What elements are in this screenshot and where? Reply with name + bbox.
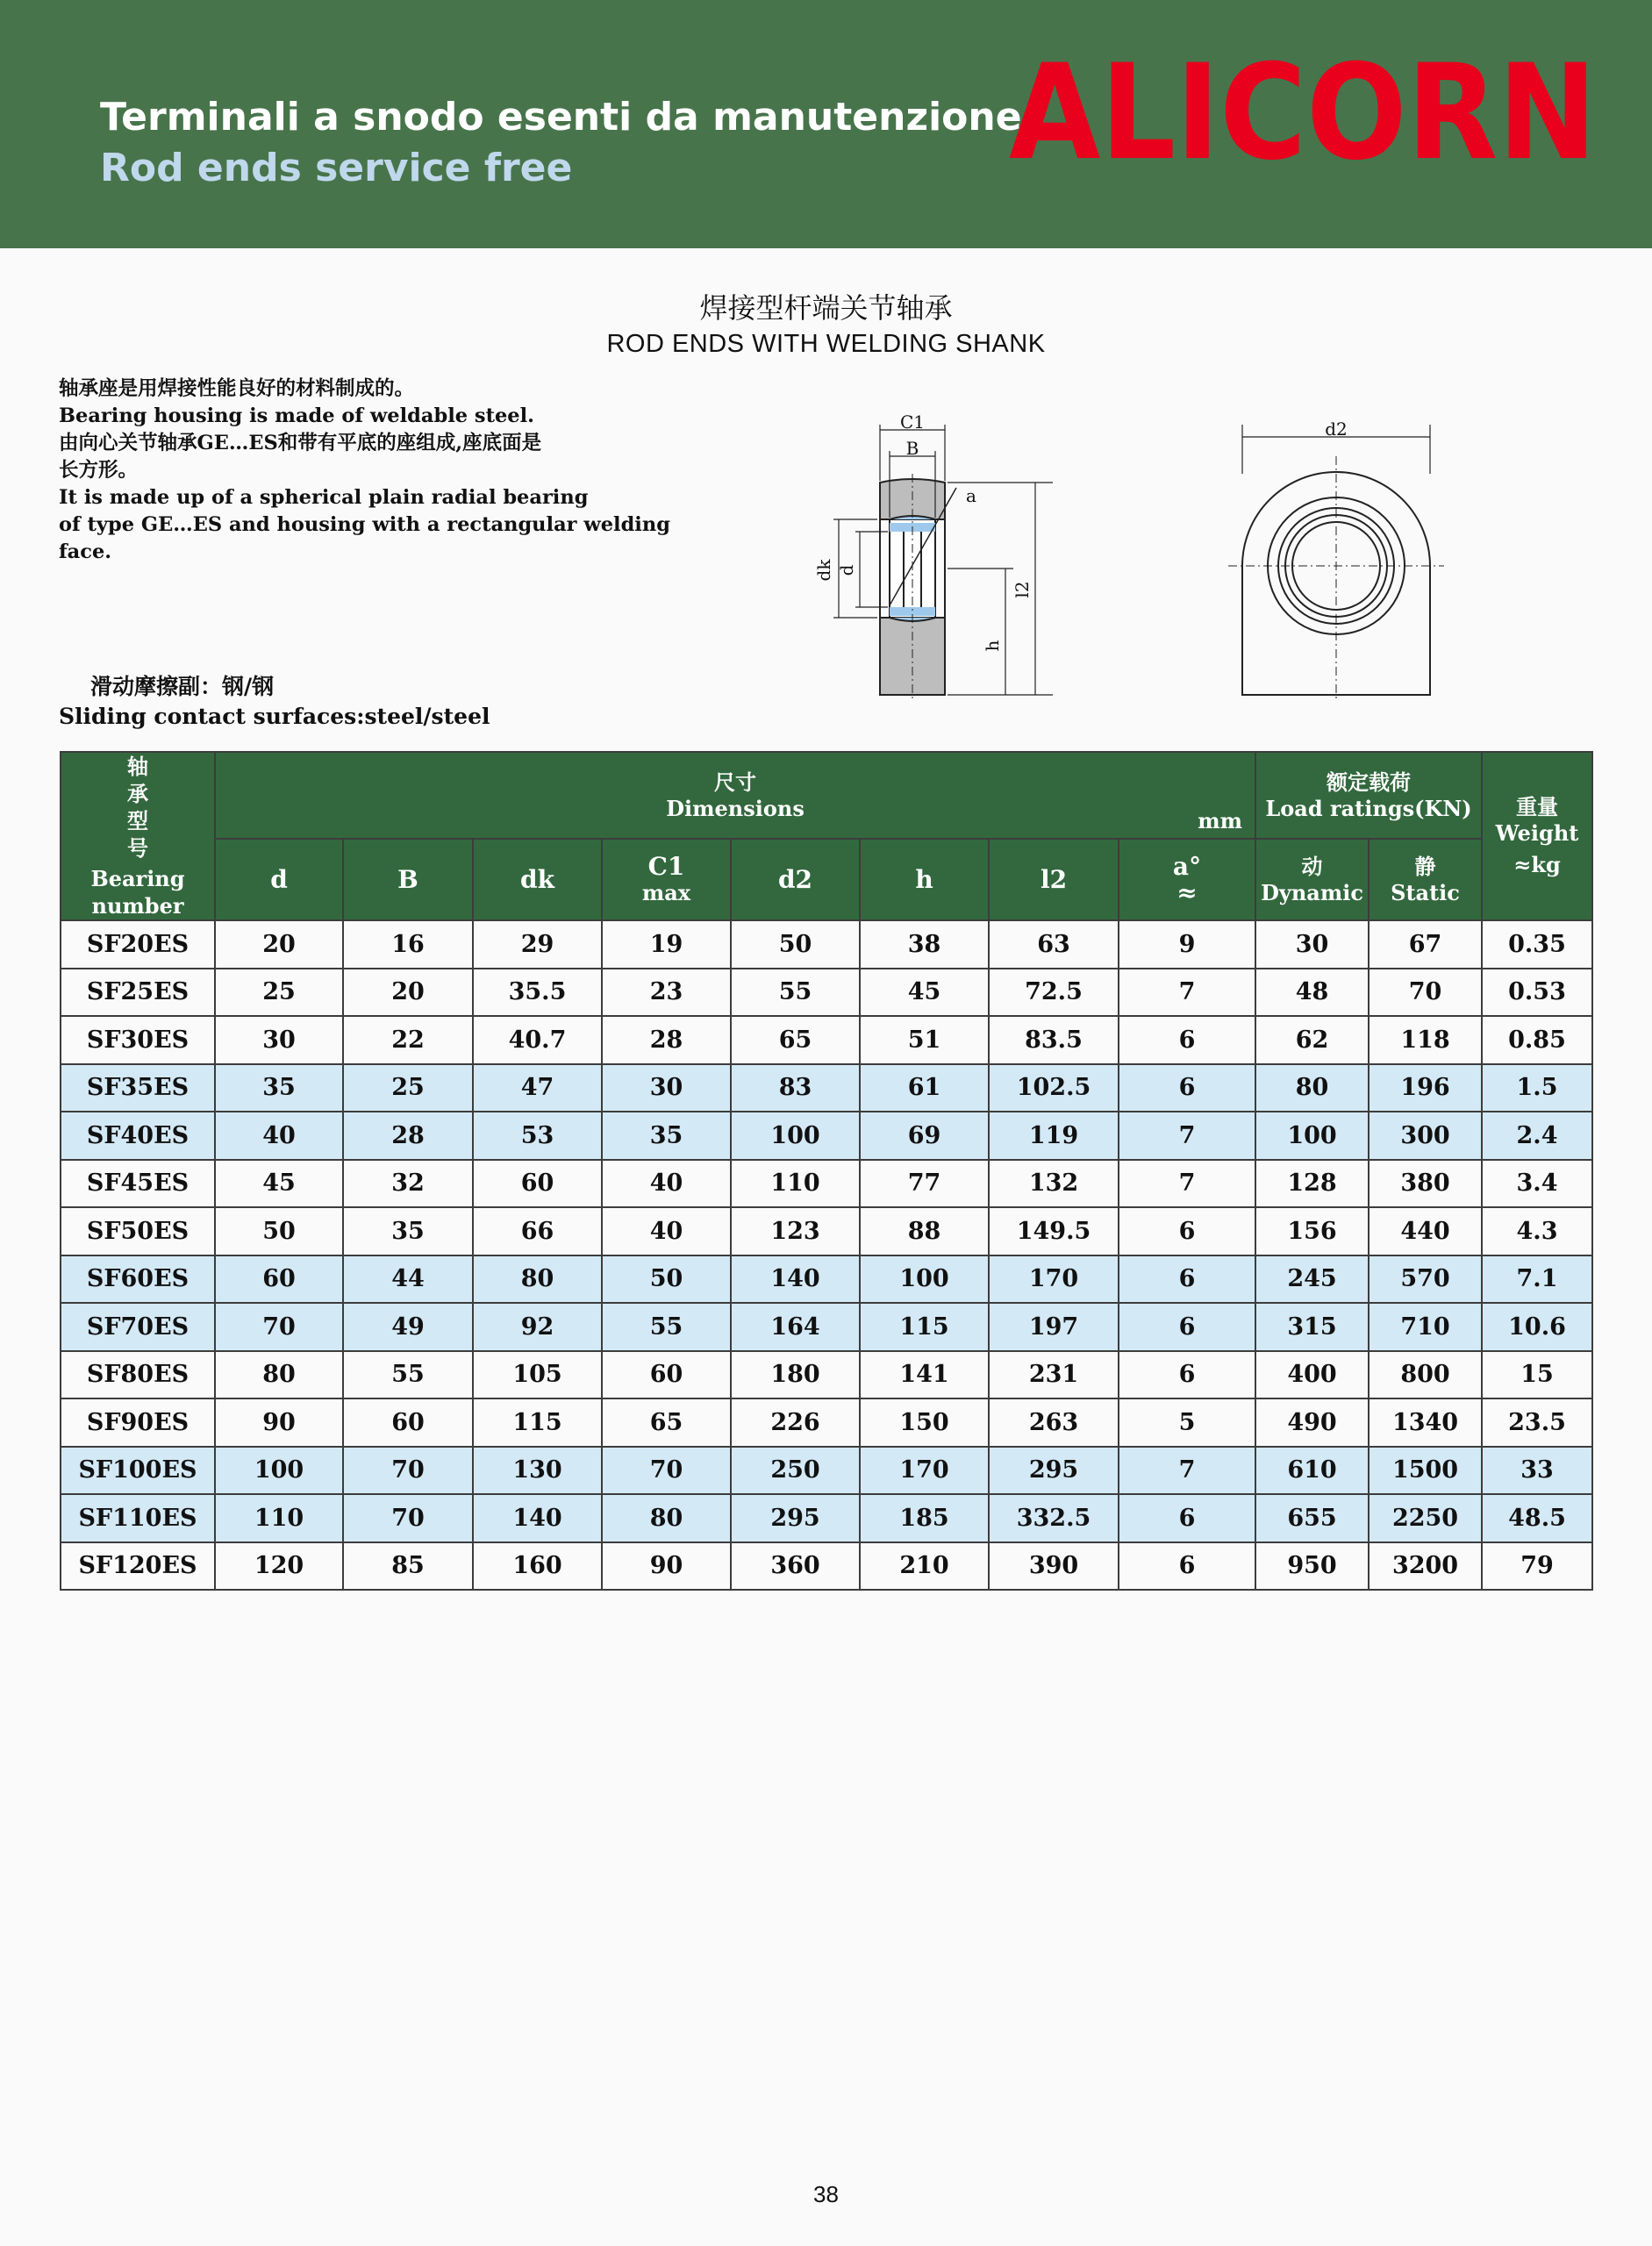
table-cell: 7 <box>1119 969 1255 1017</box>
description-line: of type GE…ES and housing with a rectangular welding <box>59 513 670 536</box>
table-cell: 48 <box>1255 969 1369 1017</box>
table-cell: 100 <box>215 1447 343 1495</box>
col-header-c1: C1 max <box>602 839 731 920</box>
table-cell: 70 <box>1369 969 1482 1017</box>
rod-end-side-view-diagram <box>790 404 1070 702</box>
bearing-number-cell: SF35ES <box>61 1064 215 1112</box>
table-cell: 50 <box>215 1207 343 1255</box>
table-cell: 570 <box>1369 1255 1482 1304</box>
col-header-h: h <box>860 839 989 920</box>
table-cell: 150 <box>860 1398 989 1447</box>
table-cell: 197 <box>989 1303 1119 1351</box>
table-row <box>61 1016 1592 1064</box>
table-cell: 196 <box>1369 1064 1482 1112</box>
bearing-number-cell: SF45ES <box>61 1160 215 1208</box>
table-cell: 23.5 <box>1482 1398 1592 1447</box>
table-cell: 164 <box>731 1303 860 1351</box>
description-line: face. <box>59 540 112 563</box>
table-cell: 710 <box>1369 1303 1482 1351</box>
table-cell: 80 <box>473 1255 602 1304</box>
bearing-number-cell: SF60ES <box>61 1255 215 1304</box>
table-cell: 0.85 <box>1482 1016 1592 1064</box>
table-cell: 69 <box>860 1112 989 1160</box>
load-ratings-header: 额定载荷 Load ratings(KN) <box>1255 752 1482 839</box>
table-cell: 149.5 <box>989 1207 1119 1255</box>
header-banner <box>0 0 1652 248</box>
svg-text:h: h <box>982 640 1003 652</box>
table-cell: 40.7 <box>473 1016 602 1064</box>
table-cell: 123 <box>731 1207 860 1255</box>
table-row <box>61 1351 1592 1399</box>
table-row <box>61 1207 1592 1255</box>
bearing-number-cell: SF20ES <box>61 920 215 969</box>
table-cell: 60 <box>602 1351 731 1399</box>
description <box>59 376 673 566</box>
table-cell: 25 <box>343 1064 473 1112</box>
table-cell: 90 <box>602 1542 731 1591</box>
table-cell: 40 <box>602 1160 731 1208</box>
table-cell: 22 <box>343 1016 473 1064</box>
table-cell: 70 <box>602 1447 731 1495</box>
table-cell: 295 <box>731 1494 860 1542</box>
table-cell: 62 <box>1255 1016 1369 1064</box>
col-header-l2: l2 <box>989 839 1119 920</box>
table-cell: 100 <box>860 1255 989 1304</box>
dimensions-header: 尺寸 Dimensions mm <box>215 752 1255 839</box>
table-cell: 47 <box>473 1064 602 1112</box>
section-title-zh: 焊接型杆端关节轴承 <box>699 291 953 325</box>
table-cell: 610 <box>1255 1447 1369 1495</box>
table-cell: 70 <box>343 1447 473 1495</box>
table-cell: 80 <box>1255 1064 1369 1112</box>
table-row <box>61 1494 1592 1542</box>
table-cell: 55 <box>602 1303 731 1351</box>
table-cell: 7 <box>1119 1112 1255 1160</box>
table-cell: 226 <box>731 1398 860 1447</box>
table-cell: 1340 <box>1369 1398 1482 1447</box>
table-cell: 35 <box>343 1207 473 1255</box>
table-cell: 128 <box>1255 1160 1369 1208</box>
table-cell: 180 <box>731 1351 860 1399</box>
table-row <box>61 1064 1592 1112</box>
table-cell: 390 <box>989 1542 1119 1591</box>
table-cell: 7 <box>1119 1447 1255 1495</box>
table-cell: 0.53 <box>1482 969 1592 1017</box>
table-cell: 25 <box>215 969 343 1017</box>
bearing-number-cell: SF30ES <box>61 1016 215 1064</box>
table-cell: 20 <box>343 969 473 1017</box>
table-cell: 263 <box>989 1398 1119 1447</box>
table-row <box>61 969 1592 1017</box>
table-cell: 30 <box>602 1064 731 1112</box>
table-cell: 83.5 <box>989 1016 1119 1064</box>
table-cell: 6 <box>1119 1542 1255 1591</box>
specification-table <box>60 751 1593 1591</box>
table-cell: 160 <box>473 1542 602 1591</box>
header-title-en: Rod ends service free <box>100 146 573 190</box>
table-cell: 110 <box>731 1160 860 1208</box>
table-cell: 490 <box>1255 1398 1369 1447</box>
table-cell: 4.3 <box>1482 1207 1592 1255</box>
bearing-number-cell: SF70ES <box>61 1303 215 1351</box>
svg-text:l2: l2 <box>1012 581 1033 598</box>
description-line: 由向心关节轴承GE…ES和带有平底的座组成,座底面是 <box>59 432 542 454</box>
bearing-number-cell: SF90ES <box>61 1398 215 1447</box>
table-cell: 360 <box>731 1542 860 1591</box>
svg-text:d2: d2 <box>1325 418 1348 440</box>
table-cell: 170 <box>860 1447 989 1495</box>
col-header-static: 静 Static <box>1369 839 1482 920</box>
table-cell: 400 <box>1255 1351 1369 1399</box>
table-cell: 120 <box>215 1542 343 1591</box>
table-cell: 92 <box>473 1303 602 1351</box>
table-cell: 35 <box>215 1064 343 1112</box>
col-header-dk: dk <box>473 839 602 920</box>
col-header-a: a° ≈ <box>1119 839 1255 920</box>
table-cell: 0.35 <box>1482 920 1592 969</box>
table-cell: 140 <box>473 1494 602 1542</box>
table-cell: 2.4 <box>1482 1112 1592 1160</box>
units-label: mm <box>1198 808 1243 834</box>
header-title-it: Terminali a snodo esenti da manutenzione <box>100 95 1022 139</box>
table-cell: 35 <box>602 1112 731 1160</box>
table-cell: 3.4 <box>1482 1160 1592 1208</box>
table-cell: 130 <box>473 1447 602 1495</box>
table-cell: 77 <box>860 1160 989 1208</box>
table-cell: 102.5 <box>989 1064 1119 1112</box>
table-cell: 28 <box>343 1112 473 1160</box>
table-cell: 30 <box>215 1016 343 1064</box>
bearing-number-cell: SF40ES <box>61 1112 215 1160</box>
svg-text:dk: dk <box>813 559 834 582</box>
table-cell: 19 <box>602 920 731 969</box>
table-cell: 29 <box>473 920 602 969</box>
table-row <box>61 1398 1592 1447</box>
rod-end-front-view-diagram <box>1219 404 1456 702</box>
table-cell: 53 <box>473 1112 602 1160</box>
table-cell: 950 <box>1255 1542 1369 1591</box>
table-cell: 38 <box>860 920 989 969</box>
table-cell: 6 <box>1119 1255 1255 1304</box>
table-cell: 100 <box>731 1112 860 1160</box>
table-row <box>61 1112 1592 1160</box>
col-header-d2: d2 <box>731 839 860 920</box>
table-cell: 6 <box>1119 1351 1255 1399</box>
table-cell: 118 <box>1369 1016 1482 1064</box>
table-cell: 655 <box>1255 1494 1369 1542</box>
table-cell: 40 <box>602 1207 731 1255</box>
svg-text:a: a <box>966 485 976 506</box>
table-cell: 63 <box>989 920 1119 969</box>
table-cell: 28 <box>602 1016 731 1064</box>
table-cell: 20 <box>215 920 343 969</box>
table-cell: 83 <box>731 1064 860 1112</box>
alicorn-logo <box>1007 60 1599 163</box>
table-cell: 79 <box>1482 1542 1592 1591</box>
table-cell: 170 <box>989 1255 1119 1304</box>
sliding-contact-zh: 滑动摩擦副：钢/钢 <box>90 674 275 699</box>
table-cell: 6 <box>1119 1303 1255 1351</box>
table-cell: 90 <box>215 1398 343 1447</box>
table-cell: 110 <box>215 1494 343 1542</box>
table-cell: 6 <box>1119 1016 1255 1064</box>
table-cell: 6 <box>1119 1064 1255 1112</box>
table-cell: 44 <box>343 1255 473 1304</box>
table-cell: 80 <box>215 1351 343 1399</box>
table-row <box>61 1255 1592 1304</box>
table-cell: 105 <box>473 1351 602 1399</box>
table-cell: 51 <box>860 1016 989 1064</box>
description-line: 长方形。 <box>59 459 139 482</box>
table-cell: 72.5 <box>989 969 1119 1017</box>
table-cell: 231 <box>989 1351 1119 1399</box>
description-line: It is made up of a spherical plain radial bearing <box>59 486 589 509</box>
table-cell: 60 <box>343 1398 473 1447</box>
table-row <box>61 920 1592 969</box>
table-cell: 1500 <box>1369 1447 1482 1495</box>
table-cell: 35.5 <box>473 969 602 1017</box>
table-cell: 300 <box>1369 1112 1482 1160</box>
svg-text:B: B <box>905 438 919 459</box>
table-cell: 5 <box>1119 1398 1255 1447</box>
table-cell: 40 <box>215 1112 343 1160</box>
table-cell: 50 <box>731 920 860 969</box>
table-cell: 6 <box>1119 1207 1255 1255</box>
table-cell: 250 <box>731 1447 860 1495</box>
table-cell: 315 <box>1255 1303 1369 1351</box>
table-cell: 132 <box>989 1160 1119 1208</box>
table-cell: 60 <box>215 1255 343 1304</box>
table-cell: 67 <box>1369 920 1482 969</box>
col-header-d: d <box>215 839 343 920</box>
table-cell: 141 <box>860 1351 989 1399</box>
table-row <box>61 1542 1592 1591</box>
svg-text:C1: C1 <box>899 411 926 433</box>
specification-table-body <box>61 920 1592 1590</box>
bearing-number-cell: SF50ES <box>61 1207 215 1255</box>
description-line: Bearing housing is made of weldable steel. <box>59 404 534 427</box>
table-cell: 800 <box>1369 1351 1482 1399</box>
table-cell: 60 <box>473 1160 602 1208</box>
table-cell: 7.1 <box>1482 1255 1592 1304</box>
table-row <box>61 1447 1592 1495</box>
table-cell: 185 <box>860 1494 989 1542</box>
section-title-en: ROD ENDS WITH WELDING SHANK <box>606 330 1046 358</box>
table-cell: 115 <box>473 1398 602 1447</box>
sliding-contact-en: Sliding contact surfaces:steel/steel <box>59 704 490 729</box>
table-cell: 140 <box>731 1255 860 1304</box>
table-cell: 9 <box>1119 920 1255 969</box>
table-cell: 2250 <box>1369 1494 1482 1542</box>
table-cell: 3200 <box>1369 1542 1482 1591</box>
table-cell: 66 <box>473 1207 602 1255</box>
weight-header: 重量 Weight ≈kg <box>1482 752 1592 920</box>
table-cell: 10.6 <box>1482 1303 1592 1351</box>
col-header-b: B <box>343 839 473 920</box>
table-cell: 70 <box>215 1303 343 1351</box>
table-cell: 88 <box>860 1207 989 1255</box>
table-cell: 55 <box>343 1351 473 1399</box>
bearing-number-cell: SF25ES <box>61 969 215 1017</box>
bearing-number-cell: SF110ES <box>61 1494 215 1542</box>
bearing-number-cell: SF120ES <box>61 1542 215 1591</box>
table-cell: 380 <box>1369 1160 1482 1208</box>
table-cell: 16 <box>343 920 473 969</box>
table-cell: 100 <box>1255 1112 1369 1160</box>
table-cell: 30 <box>1255 920 1369 969</box>
table-cell: 85 <box>343 1542 473 1591</box>
page-number: 38 <box>813 2181 839 2207</box>
svg-text:ALICORN: ALICORN <box>1009 60 1597 163</box>
table-row <box>61 1160 1592 1208</box>
bearing-number-header: 轴承型号 Bearing number <box>61 752 215 920</box>
table-cell: 32 <box>343 1160 473 1208</box>
table-cell: 23 <box>602 969 731 1017</box>
table-cell: 332.5 <box>989 1494 1119 1542</box>
table-cell: 440 <box>1369 1207 1482 1255</box>
table-cell: 65 <box>602 1398 731 1447</box>
description-line: 轴承座是用焊接性能良好的材料制成的。 <box>59 377 415 400</box>
table-cell: 6 <box>1119 1494 1255 1542</box>
table-cell: 33 <box>1482 1447 1592 1495</box>
table-cell: 45 <box>215 1160 343 1208</box>
svg-text:d: d <box>836 564 857 576</box>
table-cell: 15 <box>1482 1351 1592 1399</box>
table-cell: 1.5 <box>1482 1064 1592 1112</box>
table-cell: 80 <box>602 1494 731 1542</box>
col-header-dynamic: 动 Dynamic <box>1255 839 1369 920</box>
table-cell: 55 <box>731 969 860 1017</box>
table-cell: 156 <box>1255 1207 1369 1255</box>
table-cell: 49 <box>343 1303 473 1351</box>
table-cell: 50 <box>602 1255 731 1304</box>
table-cell: 295 <box>989 1447 1119 1495</box>
table-cell: 119 <box>989 1112 1119 1160</box>
table-cell: 70 <box>343 1494 473 1542</box>
bearing-number-cell: SF80ES <box>61 1351 215 1399</box>
table-cell: 115 <box>860 1303 989 1351</box>
table-cell: 61 <box>860 1064 989 1112</box>
table-cell: 48.5 <box>1482 1494 1592 1542</box>
bearing-number-cell: SF100ES <box>61 1447 215 1495</box>
table-cell: 210 <box>860 1542 989 1591</box>
table-cell: 245 <box>1255 1255 1369 1304</box>
table-row <box>61 1303 1592 1351</box>
table-cell: 65 <box>731 1016 860 1064</box>
table-cell: 7 <box>1119 1160 1255 1208</box>
table-cell: 45 <box>860 969 989 1017</box>
sliding-contact <box>59 672 490 732</box>
